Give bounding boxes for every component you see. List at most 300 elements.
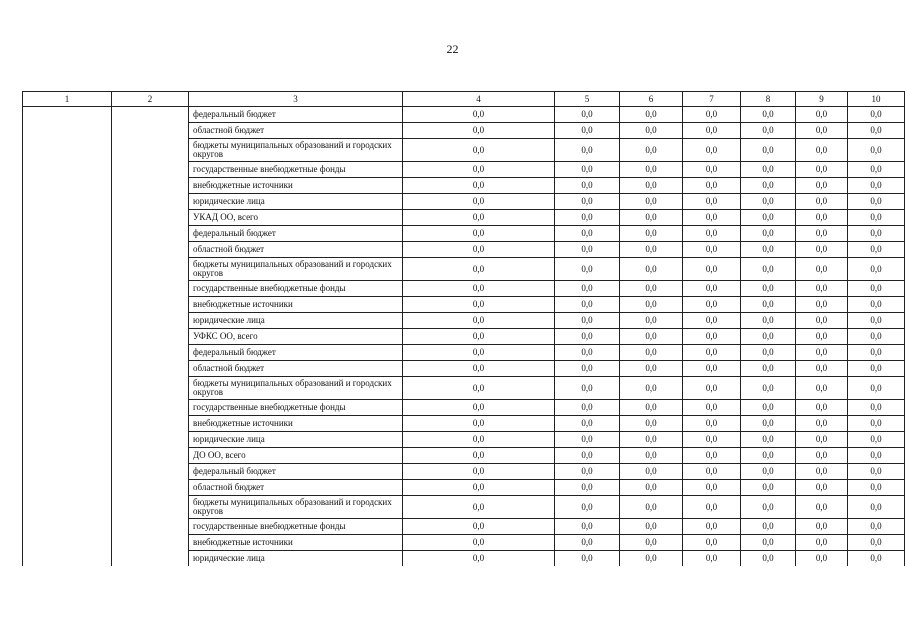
value-cell: 0,0: [555, 162, 620, 178]
value-cell: 0,0: [555, 258, 620, 281]
table-row: [23, 139, 905, 162]
value-cell: 0,0: [741, 448, 796, 464]
value-cell: 0,0: [848, 281, 905, 297]
value-cell: 0,0: [683, 258, 741, 281]
empty-cell: [23, 242, 112, 258]
value-cell: 0,0: [403, 361, 555, 377]
empty-cell: [23, 519, 112, 535]
table-row: [23, 448, 905, 464]
empty-cell: [23, 194, 112, 210]
value-cell: 0,0: [796, 329, 848, 345]
value-cell: 0,0: [848, 226, 905, 242]
table-row: [23, 432, 905, 448]
table-row: [23, 313, 905, 329]
value-cell: 0,0: [683, 313, 741, 329]
table-row: [23, 400, 905, 416]
value-cell: 0,0: [848, 178, 905, 194]
value-cell: 0,0: [683, 329, 741, 345]
empty-cell: [23, 400, 112, 416]
empty-cell: [112, 242, 189, 258]
value-cell: 0,0: [683, 345, 741, 361]
value-cell: 0,0: [620, 416, 683, 432]
column-header-8: 8: [741, 92, 796, 107]
row-label: областной бюджет: [189, 123, 403, 139]
value-cell: 0,0: [683, 551, 741, 567]
row-label: ДО ОО, всего: [189, 448, 403, 464]
value-cell: 0,0: [796, 416, 848, 432]
table-row: [23, 258, 905, 281]
table-row: [23, 535, 905, 551]
value-cell: 0,0: [741, 519, 796, 535]
value-cell: 0,0: [403, 139, 555, 162]
table-row: [23, 242, 905, 258]
value-cell: 0,0: [741, 107, 796, 123]
table-row: [23, 416, 905, 432]
value-cell: 0,0: [683, 297, 741, 313]
value-cell: 0,0: [620, 297, 683, 313]
empty-cell: [23, 448, 112, 464]
value-cell: 0,0: [620, 464, 683, 480]
value-cell: 0,0: [620, 123, 683, 139]
value-cell: 0,0: [620, 329, 683, 345]
value-cell: 0,0: [555, 329, 620, 345]
value-cell: 0,0: [796, 226, 848, 242]
value-cell: 0,0: [848, 297, 905, 313]
value-cell: 0,0: [620, 535, 683, 551]
value-cell: 0,0: [741, 210, 796, 226]
table-row: [23, 178, 905, 194]
value-cell: 0,0: [620, 551, 683, 567]
value-cell: 0,0: [848, 107, 905, 123]
value-cell: 0,0: [555, 464, 620, 480]
column-header-6: 6: [620, 92, 683, 107]
row-label: юридические лица: [189, 551, 403, 567]
value-cell: 0,0: [555, 480, 620, 496]
table-row: [23, 361, 905, 377]
empty-cell: [112, 194, 189, 210]
empty-cell: [23, 107, 112, 123]
value-cell: 0,0: [848, 162, 905, 178]
row-label: бюджеты муниципальных образований и городских округов: [189, 258, 403, 281]
value-cell: 0,0: [555, 123, 620, 139]
header-row: [23, 92, 905, 107]
row-label: областной бюджет: [189, 361, 403, 377]
empty-cell: [112, 535, 189, 551]
value-cell: 0,0: [796, 480, 848, 496]
value-cell: 0,0: [848, 448, 905, 464]
table-row: [23, 194, 905, 210]
value-cell: 0,0: [620, 480, 683, 496]
value-cell: 0,0: [620, 377, 683, 400]
value-cell: 0,0: [848, 535, 905, 551]
empty-cell: [23, 258, 112, 281]
value-cell: 0,0: [796, 361, 848, 377]
empty-cell: [23, 123, 112, 139]
empty-cell: [112, 258, 189, 281]
value-cell: 0,0: [620, 519, 683, 535]
value-cell: 0,0: [403, 242, 555, 258]
value-cell: 0,0: [620, 432, 683, 448]
table-row: [23, 107, 905, 123]
value-cell: 0,0: [848, 519, 905, 535]
value-cell: 0,0: [796, 448, 848, 464]
budget-table: [22, 91, 905, 566]
value-cell: 0,0: [555, 297, 620, 313]
empty-cell: [23, 432, 112, 448]
value-cell: 0,0: [403, 281, 555, 297]
row-label: федеральный бюджет: [189, 345, 403, 361]
value-cell: 0,0: [741, 377, 796, 400]
value-cell: 0,0: [403, 480, 555, 496]
value-cell: 0,0: [796, 496, 848, 519]
value-cell: 0,0: [683, 448, 741, 464]
value-cell: 0,0: [683, 464, 741, 480]
value-cell: 0,0: [555, 242, 620, 258]
empty-cell: [112, 329, 189, 345]
empty-cell: [112, 416, 189, 432]
empty-cell: [112, 496, 189, 519]
value-cell: 0,0: [555, 535, 620, 551]
value-cell: 0,0: [741, 361, 796, 377]
empty-cell: [23, 345, 112, 361]
value-cell: 0,0: [403, 464, 555, 480]
value-cell: 0,0: [741, 297, 796, 313]
value-cell: 0,0: [848, 416, 905, 432]
row-label: федеральный бюджет: [189, 226, 403, 242]
value-cell: 0,0: [796, 519, 848, 535]
column-header-10: 10: [848, 92, 905, 107]
value-cell: 0,0: [620, 313, 683, 329]
value-cell: 0,0: [403, 297, 555, 313]
value-cell: 0,0: [403, 551, 555, 567]
table-row: [23, 162, 905, 178]
value-cell: 0,0: [796, 377, 848, 400]
row-label: бюджеты муниципальных образований и городских округов: [189, 377, 403, 400]
value-cell: 0,0: [848, 210, 905, 226]
empty-cell: [112, 123, 189, 139]
value-cell: 0,0: [555, 448, 620, 464]
value-cell: 0,0: [555, 139, 620, 162]
value-cell: 0,0: [683, 519, 741, 535]
value-cell: 0,0: [848, 123, 905, 139]
value-cell: 0,0: [683, 162, 741, 178]
value-cell: 0,0: [403, 178, 555, 194]
table-row: [23, 281, 905, 297]
table-row: [23, 519, 905, 535]
value-cell: 0,0: [683, 107, 741, 123]
value-cell: 0,0: [683, 178, 741, 194]
value-cell: 0,0: [796, 535, 848, 551]
value-cell: 0,0: [620, 281, 683, 297]
value-cell: 0,0: [683, 242, 741, 258]
empty-cell: [112, 178, 189, 194]
value-cell: 0,0: [620, 361, 683, 377]
value-cell: 0,0: [620, 107, 683, 123]
value-cell: 0,0: [683, 123, 741, 139]
table-body: [23, 107, 905, 567]
row-label: государственные внебюджетные фонды: [189, 281, 403, 297]
value-cell: 0,0: [741, 416, 796, 432]
column-header-4: 4: [403, 92, 555, 107]
empty-cell: [23, 480, 112, 496]
value-cell: 0,0: [620, 242, 683, 258]
row-label: юридические лица: [189, 194, 403, 210]
value-cell: 0,0: [741, 258, 796, 281]
value-cell: 0,0: [683, 210, 741, 226]
value-cell: 0,0: [741, 178, 796, 194]
table-row: [23, 329, 905, 345]
value-cell: 0,0: [796, 210, 848, 226]
row-label: федеральный бюджет: [189, 107, 403, 123]
value-cell: 0,0: [796, 345, 848, 361]
value-cell: 0,0: [555, 400, 620, 416]
value-cell: 0,0: [848, 464, 905, 480]
value-cell: 0,0: [403, 535, 555, 551]
value-cell: 0,0: [741, 535, 796, 551]
empty-cell: [23, 496, 112, 519]
value-cell: 0,0: [403, 416, 555, 432]
value-cell: 0,0: [403, 107, 555, 123]
row-label: УФКС ОО, всего: [189, 329, 403, 345]
value-cell: 0,0: [848, 361, 905, 377]
row-label: областной бюджет: [189, 480, 403, 496]
value-cell: 0,0: [848, 242, 905, 258]
value-cell: 0,0: [555, 313, 620, 329]
value-cell: 0,0: [796, 551, 848, 567]
page-number: 22: [446, 42, 459, 56]
row-label: юридические лица: [189, 313, 403, 329]
value-cell: 0,0: [848, 329, 905, 345]
value-cell: 0,0: [555, 226, 620, 242]
row-label: УКАД ОО, всего: [189, 210, 403, 226]
value-cell: 0,0: [403, 432, 555, 448]
row-label: внебюджетные источники: [189, 297, 403, 313]
value-cell: 0,0: [683, 432, 741, 448]
value-cell: 0,0: [796, 107, 848, 123]
value-cell: 0,0: [555, 416, 620, 432]
value-cell: 0,0: [796, 194, 848, 210]
value-cell: 0,0: [741, 123, 796, 139]
value-cell: 0,0: [848, 551, 905, 567]
value-cell: 0,0: [555, 377, 620, 400]
row-label: внебюджетные источники: [189, 416, 403, 432]
column-header-9: 9: [796, 92, 848, 107]
value-cell: 0,0: [555, 432, 620, 448]
empty-cell: [23, 297, 112, 313]
row-label: бюджеты муниципальных образований и городских округов: [189, 496, 403, 519]
value-cell: 0,0: [683, 416, 741, 432]
value-cell: 0,0: [741, 194, 796, 210]
column-header-3: 3: [189, 92, 403, 107]
row-label: государственные внебюджетные фонды: [189, 162, 403, 178]
value-cell: 0,0: [683, 480, 741, 496]
row-label: федеральный бюджет: [189, 464, 403, 480]
table-row: [23, 123, 905, 139]
empty-cell: [112, 432, 189, 448]
value-cell: 0,0: [796, 281, 848, 297]
value-cell: 0,0: [403, 519, 555, 535]
value-cell: 0,0: [555, 519, 620, 535]
value-cell: 0,0: [796, 432, 848, 448]
table-row: [23, 226, 905, 242]
value-cell: 0,0: [403, 345, 555, 361]
value-cell: 0,0: [403, 210, 555, 226]
value-cell: 0,0: [796, 139, 848, 162]
row-label: внебюджетные источники: [189, 535, 403, 551]
value-cell: 0,0: [796, 297, 848, 313]
table-row: [23, 377, 905, 400]
value-cell: 0,0: [741, 464, 796, 480]
value-cell: 0,0: [403, 194, 555, 210]
value-cell: 0,0: [683, 400, 741, 416]
row-label: областной бюджет: [189, 242, 403, 258]
value-cell: 0,0: [683, 226, 741, 242]
value-cell: 0,0: [683, 281, 741, 297]
empty-cell: [112, 210, 189, 226]
value-cell: 0,0: [620, 178, 683, 194]
empty-cell: [23, 178, 112, 194]
empty-cell: [112, 139, 189, 162]
value-cell: 0,0: [741, 400, 796, 416]
value-cell: 0,0: [741, 480, 796, 496]
value-cell: 0,0: [620, 345, 683, 361]
value-cell: 0,0: [741, 329, 796, 345]
value-cell: 0,0: [403, 496, 555, 519]
value-cell: 0,0: [796, 242, 848, 258]
empty-cell: [112, 400, 189, 416]
value-cell: 0,0: [620, 400, 683, 416]
table-row: [23, 210, 905, 226]
empty-cell: [23, 361, 112, 377]
table-row: [23, 480, 905, 496]
value-cell: 0,0: [555, 281, 620, 297]
value-cell: 0,0: [555, 210, 620, 226]
value-cell: 0,0: [403, 123, 555, 139]
value-cell: 0,0: [848, 480, 905, 496]
value-cell: 0,0: [403, 313, 555, 329]
empty-cell: [23, 139, 112, 162]
empty-cell: [23, 329, 112, 345]
empty-cell: [112, 297, 189, 313]
value-cell: 0,0: [403, 377, 555, 400]
value-cell: 0,0: [620, 258, 683, 281]
value-cell: 0,0: [741, 432, 796, 448]
value-cell: 0,0: [848, 258, 905, 281]
value-cell: 0,0: [848, 432, 905, 448]
value-cell: 0,0: [741, 226, 796, 242]
empty-cell: [112, 519, 189, 535]
empty-cell: [23, 551, 112, 567]
empty-cell: [23, 281, 112, 297]
row-label: государственные внебюджетные фонды: [189, 519, 403, 535]
empty-cell: [112, 377, 189, 400]
value-cell: 0,0: [741, 139, 796, 162]
value-cell: 0,0: [620, 210, 683, 226]
empty-cell: [23, 416, 112, 432]
value-cell: 0,0: [848, 313, 905, 329]
empty-cell: [23, 162, 112, 178]
value-cell: 0,0: [848, 139, 905, 162]
empty-cell: [23, 313, 112, 329]
value-cell: 0,0: [796, 178, 848, 194]
value-cell: 0,0: [403, 226, 555, 242]
value-cell: 0,0: [620, 194, 683, 210]
value-cell: 0,0: [620, 162, 683, 178]
value-cell: 0,0: [741, 551, 796, 567]
column-header-5: 5: [555, 92, 620, 107]
empty-cell: [112, 361, 189, 377]
value-cell: 0,0: [555, 551, 620, 567]
value-cell: 0,0: [741, 496, 796, 519]
empty-cell: [23, 377, 112, 400]
table-row: [23, 297, 905, 313]
empty-cell: [23, 535, 112, 551]
value-cell: 0,0: [620, 226, 683, 242]
value-cell: 0,0: [741, 345, 796, 361]
value-cell: 0,0: [848, 345, 905, 361]
empty-cell: [23, 226, 112, 242]
empty-cell: [112, 464, 189, 480]
value-cell: 0,0: [683, 361, 741, 377]
column-header-7: 7: [683, 92, 741, 107]
value-cell: 0,0: [741, 281, 796, 297]
value-cell: 0,0: [741, 162, 796, 178]
value-cell: 0,0: [683, 535, 741, 551]
row-label: юридические лица: [189, 432, 403, 448]
table-header: [23, 92, 905, 107]
value-cell: 0,0: [555, 194, 620, 210]
value-cell: 0,0: [403, 400, 555, 416]
column-header-2: 2: [112, 92, 189, 107]
column-header-1: 1: [23, 92, 112, 107]
value-cell: 0,0: [796, 123, 848, 139]
table-row: [23, 345, 905, 361]
value-cell: 0,0: [555, 496, 620, 519]
value-cell: 0,0: [741, 313, 796, 329]
empty-cell: [112, 313, 189, 329]
table-row: [23, 551, 905, 567]
value-cell: 0,0: [848, 194, 905, 210]
value-cell: 0,0: [683, 194, 741, 210]
value-cell: 0,0: [555, 107, 620, 123]
value-cell: 0,0: [796, 162, 848, 178]
empty-cell: [112, 162, 189, 178]
value-cell: 0,0: [555, 345, 620, 361]
value-cell: 0,0: [848, 400, 905, 416]
value-cell: 0,0: [403, 448, 555, 464]
value-cell: 0,0: [796, 400, 848, 416]
empty-cell: [23, 210, 112, 226]
value-cell: 0,0: [555, 178, 620, 194]
row-label: государственные внебюджетные фонды: [189, 400, 403, 416]
value-cell: 0,0: [796, 464, 848, 480]
value-cell: 0,0: [848, 377, 905, 400]
value-cell: 0,0: [741, 242, 796, 258]
empty-cell: [23, 464, 112, 480]
value-cell: 0,0: [403, 329, 555, 345]
value-cell: 0,0: [796, 313, 848, 329]
empty-cell: [112, 281, 189, 297]
value-cell: 0,0: [683, 377, 741, 400]
empty-cell: [112, 448, 189, 464]
value-cell: 0,0: [403, 162, 555, 178]
table-row: [23, 496, 905, 519]
empty-cell: [112, 345, 189, 361]
value-cell: 0,0: [796, 258, 848, 281]
value-cell: 0,0: [620, 496, 683, 519]
empty-cell: [112, 551, 189, 567]
value-cell: 0,0: [848, 496, 905, 519]
